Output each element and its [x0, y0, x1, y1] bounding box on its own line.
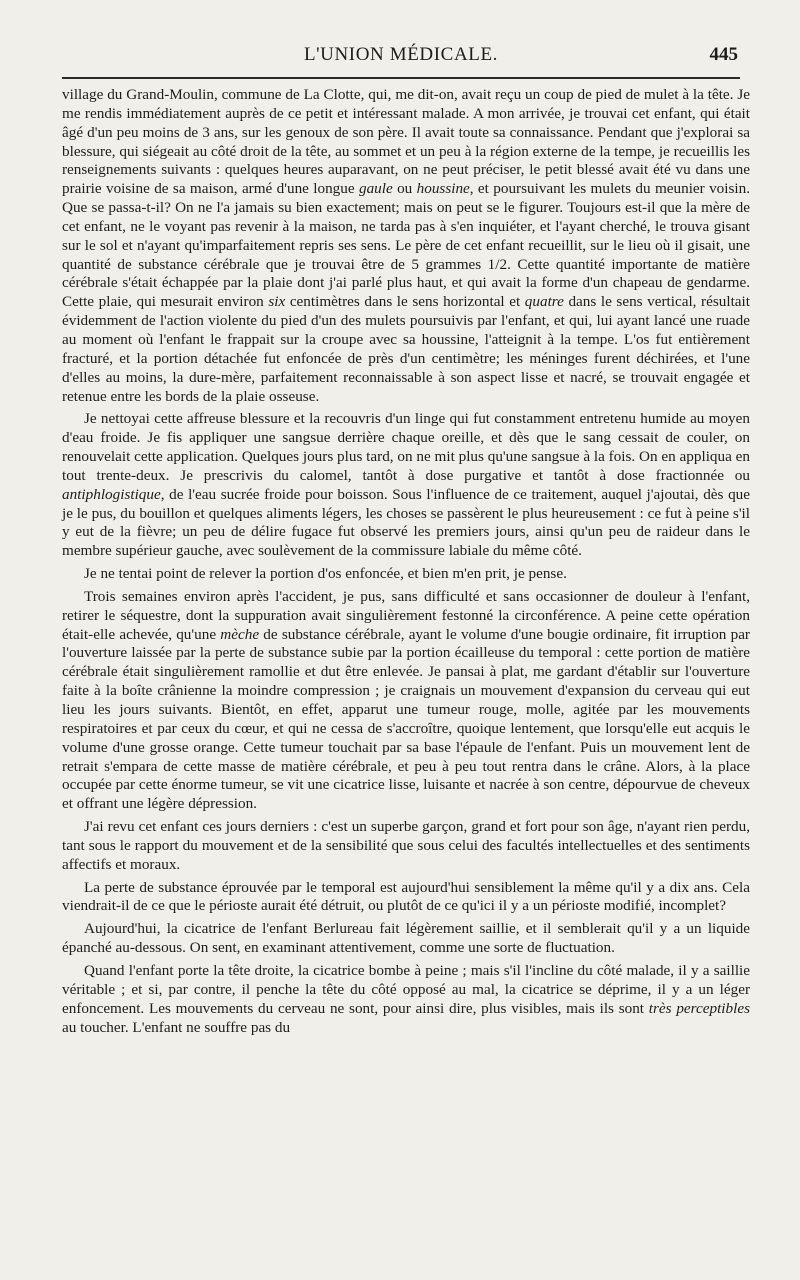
text-run: Aujourd'hui, la cicatrice de l'enfant Berlureau fait légèrement saillie, et il semblerait qu'il y a un liquide épanché au-dessous. On sent, en examinant attentivement, comme une sorte de fluctuation. [62, 920, 750, 957]
paragraph [62, 588, 750, 814]
paragraph [62, 879, 750, 917]
paragraph [62, 86, 750, 406]
paragraph [62, 962, 750, 1037]
text-run: Trois semaines environ après l'accident, je pus, sans difficulté et sans occasionner de douleur à l'enfant, retirer le séquestre, dont la suppuration avait singulièrement festonné la circonférence. A peine cette opération était-elle achevée, qu'une [62, 587, 750, 643]
text-run: , de l'eau sucrée froide pour boisson. Sous l'influence de ce traitement, auquel j'ajoutai, dès que je le pus, du bouillon et quelques aliments légers, les choses se passèrent le plus heureusement : ce fut à peine s'il y eut de la fièvre; un peu de délire fugace fut observé les premiers jours, ainsi qu'un peu de raideur dans le membre supérieur gauche, avec soulèvement de la commissure labiale du même côté. [62, 485, 750, 560]
italic-run: six [268, 293, 286, 311]
text-run: J'ai revu cet enfant ces jours derniers : c'est un superbe garçon, grand et fort pour son âge, n'ayant rien perdu, tant sous le rapport du mouvement et de la sensibilité que sous celui des facultés intellectuelles et des sentiments affectifs et moraux. [62, 818, 750, 873]
italic-run: antiphlogistique [62, 485, 161, 503]
paragraph [62, 410, 750, 561]
text-run: Je ne tentai point de relever la portion d'os enfoncée, et bien m'en prit, je pense. [84, 565, 567, 583]
italic-run: quatre [524, 293, 564, 311]
text-run: village du Grand-Moulin, commune de La Clotte, qui, me dit-on, avait reçu un coup de pied de mulet à la tête. Je me rendis immédiatement auprès de ce petit et intéressant malade. A mon arrivée, je trouvai cet enfant, qui était âgé d'un peu moins de 3 ans, sur les genoux de son père. Il avait toute sa connaissance. Pendant que j'explorai sa blessure, qui siégeait au côté droit de la tête, au sommet et un peu à la région externe de la tempe, je recueillis les renseignements suivants : quelques heures auparavant, on ne peut préciser, le petit blessé avait été vu dans une prairie voisine de sa maison, armé d'une longue [62, 86, 750, 198]
page-number: 445 [709, 44, 738, 65]
italic-run: gaule [358, 180, 393, 198]
text-run: La perte de substance éprouvée par le temporal est aujourd'hui sensiblement la même qu'il y a dix ans. Cela viendrait-il de ce que le périoste aurait été détruit, ou plutôt de ce qu'ici il y a un périoste modifié, incomplet? [62, 878, 750, 915]
running-title: L'UNION MÉDICALE. [303, 44, 499, 65]
text-run: Je nettoyai cette affreuse blessure et la recouvris d'un linge qui fut constamment entretenu humide au moyen d'eau froide. Je fis appliquer une sangsue derrière chaque oreille, et dès que le sang cessait de couler, on renouvelait cette application. Quelques jours plus tard, on ne mit plus qu'une sangsue à la fois. On en appliqua en tout trente-deux. Je prescrivis du calomel, tantôt à dose purgative et tantôt à dose fractionnée ou [62, 410, 750, 484]
text-run: Quand l'enfant porte la tête droite, la cicatrice bombe à peine ; mais s'il l'incline du côté malade, il y a saillie véritable ; et si, par contre, il penche la tête du côté opposé au mal, la cicatrice se déprime, il y a un léger enfoncement. Les mouvements du cerveau ne sont, pour ainsi dire, plus visibles, mais ils sont [62, 961, 750, 1017]
paragraph [62, 920, 750, 958]
italic-run: houssine [416, 180, 470, 198]
paragraph [62, 565, 750, 584]
text-run: , et poursuivant les mulets du meunier voisin. Que se passa-t-il? On ne l'a jamais su bien exactement; mais on peut se le figurer. Toujours est-il que la mère de cet enfant, ne le voyant pas revenir à la maison, ne tarda pas à s'en inquiéter, et l'ayant cherché, le trouva gisant sur le sol et n'ayant qu'imparfaitement repris ses sens. Le père de cet enfant recueillit, sur le lieu où il gisait, une quantité de substance cérébrale que je trouvai être de 5 grammes 1/2. Cette quantité importante de matière cérébrale s'était échappée par la plaie dont j'ai parlé plus haut, et qui avait la forme d'un chapeau de gendarme. Cette plaie, qui mesurait environ [62, 180, 750, 311]
text-run: centimètres dans le sens horizontal et [285, 293, 525, 311]
paragraph [62, 818, 750, 875]
header-rule [62, 77, 740, 79]
body-text [62, 86, 750, 1037]
text-run: ou [392, 180, 417, 198]
text-run: dans le sens vertical, résultait évidemment de l'action violente du pied d'un des mulets poursuivis par l'enfant, et qui, lui ayant lancé une ruade au moment où l'enfant le frappait sur la croupe avec sa houssine, l'atteignit à la tempe. L'os fut entièrement fracturé, et la portion détachée fut enfoncée de près d'un centimètre; les méninges furent déchirées, et l'une d'elles au moins, la dure-mère, parfaitement reconnaissable à son aspect lisse et nacré, se trouvait engagée et retenue entre les bords de la plaie osseuse. [62, 293, 750, 405]
text-run: de substance cérébrale, ayant le volume d'une bougie ordinaire, fit irruption par l'ouverture laissée par la perte de substance subie par la portion écailleuse du temporal : cette portion de matière cérébrale était singulièrement ramollie et dut être enlevée. Je pansai à plat, me gardant d'établir sur l'ouverture faite à la boîte crânienne la moindre compression ; je craignais un mouvement d'expansion du cerveau qui eut lieu les jours suivants. Bientôt, en effet, apparut une tumeur rouge, molle, agitée par les mouvements respiratoires et par ceux du cœur, et qui ne cessa de s'accroître, quoique lentement, que lorsqu'elle eut acquis le volume d'une grosse orange. Cette tumeur touchait par sa base l'épaule de l'enfant. Puis un mouvement lent de retrait s'empara de cette masse de matière cérébrale, et peu à peu tout rentra dans le crâne. Alors, à la place occupée par cette énorme tumeur, se vit une cicatrice lisse, luisante et nacrée à son centre, dépourvue de cheveux et offrant une légère dépression. [62, 625, 750, 813]
text-run: au toucher. L'enfant ne souffre pas du [62, 1018, 291, 1036]
italic-run: très perceptibles [648, 999, 750, 1017]
page-header [62, 44, 740, 74]
italic-run: mèche [220, 625, 260, 643]
